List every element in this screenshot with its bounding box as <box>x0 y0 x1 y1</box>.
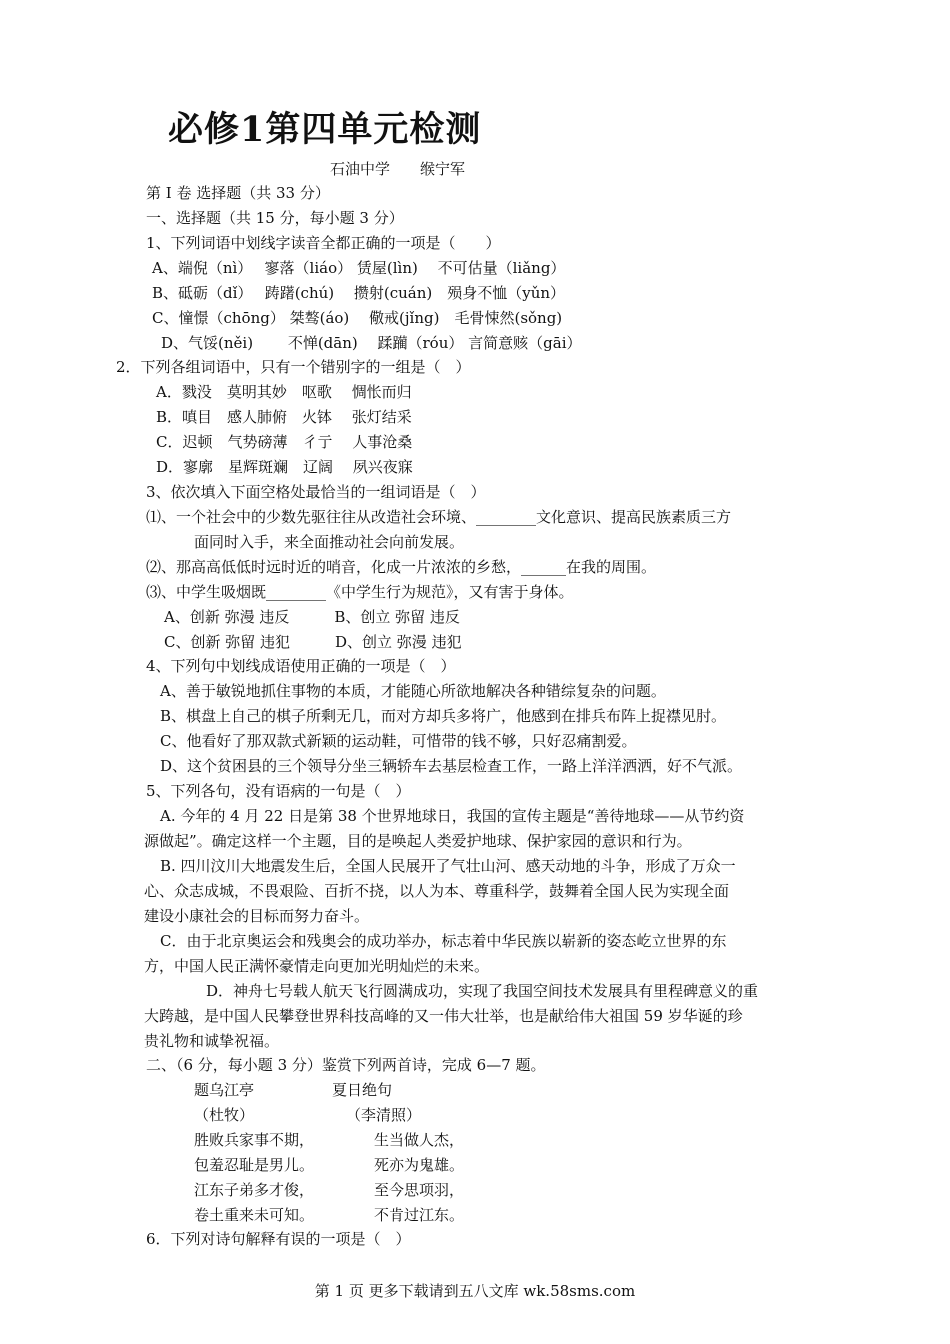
question-option: C、他看好了那双款式新颖的运动鞋，可惜带的钱不够，只好忍痛割爱。 <box>160 732 637 750</box>
poem-line: 江东子弟多才俊， <box>194 1181 315 1199</box>
question-option: 建设小康社会的目标而努力奋斗。 <box>144 907 370 925</box>
poem-line: 至今思项羽， <box>374 1181 465 1199</box>
question-option: 方，中国人民正满怀豪情走向更加光明灿烂的未来。 <box>144 957 490 975</box>
question-option: D、这个贫困县的三个领导分坐三辆轿车去基层检查工作，一路上洋洋洒洒，好不气派。 <box>160 757 743 775</box>
question-option: B、砥砺（dǐ） 踌躇(chú) 攒射(cuán) 殒身不恤（yǔn） <box>152 284 566 302</box>
question-sentence: ⑴、一个社会中的少数先驱往往从改造社会环境、________文化意识、提高民族素质三方 <box>146 508 732 526</box>
question-option: C、憧憬（chōng） 桀骜(áo) 儆戒(jǐng) 毛骨悚然(sǒng) <box>152 309 563 327</box>
section-heading: 第 Ⅰ 卷 选择题（共 33 分） <box>146 184 330 202</box>
question-option: 贵礼物和诚挚祝福。 <box>144 1032 280 1050</box>
poem-author: （李清照） <box>346 1106 422 1124</box>
question-stem: 2．下列各组词语中，只有一个错别字的一组是（ ） <box>116 358 471 376</box>
poem-line: 不肯过江东。 <box>374 1206 465 1224</box>
poem-line: 包羞忍耻是男儿。 <box>194 1156 315 1174</box>
question-stem: 4、下列句中划线成语使用正确的一项是（ ） <box>146 657 456 675</box>
poem-title: 夏日绝句 <box>332 1081 393 1099</box>
question-option: C．由于北京奥运会和残奥会的成功举办，标志着中华民族以崭新的姿态屹立世界的东 <box>160 932 727 950</box>
document-title: 必修1第四单元检测 <box>168 109 482 150</box>
question-sentence: ⑶、中学生吸烟既________《中学生行为规范》，又有害于身体。 <box>146 583 574 601</box>
question-option: B. 四川汶川大地震发生后，全国人民展开了气壮山河、感天动地的斗争，形成了万众一 <box>160 857 736 875</box>
poem-line: 胜败兵家事不期， <box>194 1131 315 1149</box>
question-option: A、善于敏锐地抓住事物的本质，才能随心所欲地解决各种错综复杂的问题。 <box>160 682 666 700</box>
question-option: A、创新 弥漫 违反 B、创立 弥留 违反 <box>164 608 460 626</box>
question-stem: 1、下列词语中划线字读音全都正确的一项是（ ） <box>146 234 501 252</box>
question-option: A、端倪（nì） 寥落（liáo） 赁屋(lìn) 不可估量（liǎng） <box>152 259 566 277</box>
question-option: B、棋盘上自己的棋子所剩无几，而对方却兵多将广，他感到在排兵布阵上捉襟见肘。 <box>160 707 727 725</box>
part-heading: 二、（6 分，每小题 3 分）鉴赏下列两首诗，完成 6—7 题。 <box>146 1056 546 1074</box>
question-option: A．戮没 莫明其妙 呕歌 惆怅而归 <box>156 383 412 401</box>
question-option: A. 今年的 4 月 22 日是第 38 个世界地球日，我国的宣传主题是“善待地球——从节约资 <box>160 807 745 825</box>
question-option: D．神舟七号载人航天飞行圆满成功，实现了我国空间技术发展具有里程碑意义的重 <box>206 982 759 1000</box>
author-line <box>330 158 465 179</box>
poem-line: 卷土重来未可知。 <box>194 1206 315 1224</box>
question-stem: 6．下列对诗句解释有误的一项是（ ） <box>146 1230 411 1248</box>
page-footer: 第 1 页 更多下载请到五八文库 wk.58sms.com <box>314 1282 636 1300</box>
question-option: D．寥廓 星辉斑斓 辽阔 夙兴夜寐 <box>156 458 413 476</box>
question-option: C、创新 弥留 违犯 D、创立 弥漫 违犯 <box>164 633 462 651</box>
question-option: 大跨越，是中国人民攀登世界科技高峰的又一伟大壮举，也是献给伟大祖国 59 岁华诞的珍 <box>144 1007 743 1025</box>
question-sentence: 面同时入手，来全面推动社会向前发展。 <box>194 533 465 551</box>
question-stem: 3、依次填入下面空格处最恰当的一组词语是（ ） <box>146 483 486 501</box>
part-heading: 一、选择题（共 15 分，每小题 3 分） <box>146 209 404 227</box>
question-option: 源做起”。确定这样一个主题，目的是唤起人类爱护地球、保护家园的意识和行为。 <box>144 832 692 850</box>
question-stem: 5、下列各句，没有语病的一句是（ ） <box>146 782 411 800</box>
author-school: 石油中学 <box>330 160 391 178</box>
poem-line: 死亦为鬼雄。 <box>374 1156 465 1174</box>
author-name: 缑宁军 <box>420 160 466 178</box>
question-option: B．嗔目 感人肺俯 火钵 张灯结采 <box>156 408 412 426</box>
question-option: C．迟顿 气势磅薄 彳亍 人事沧桑 <box>156 433 413 451</box>
poem-line: 生当做人杰， <box>374 1131 465 1149</box>
poem-author: （杜牧） <box>194 1106 255 1124</box>
question-sentence: ⑵、那高高低低时远时近的哨音，化成一片浓浓的乡愁，______在我的周围。 <box>146 558 657 576</box>
poem-title: 题乌江亭 <box>194 1081 255 1099</box>
question-option: D、气馁(něi) 不惮(dān) 蹂躏（róu） 言简意赅（gāi） <box>161 334 582 352</box>
question-option: 心、众志成城，不畏艰险、百折不挠，以人为本、尊重科学，鼓舞着全国人民为实现全面 <box>144 882 730 900</box>
